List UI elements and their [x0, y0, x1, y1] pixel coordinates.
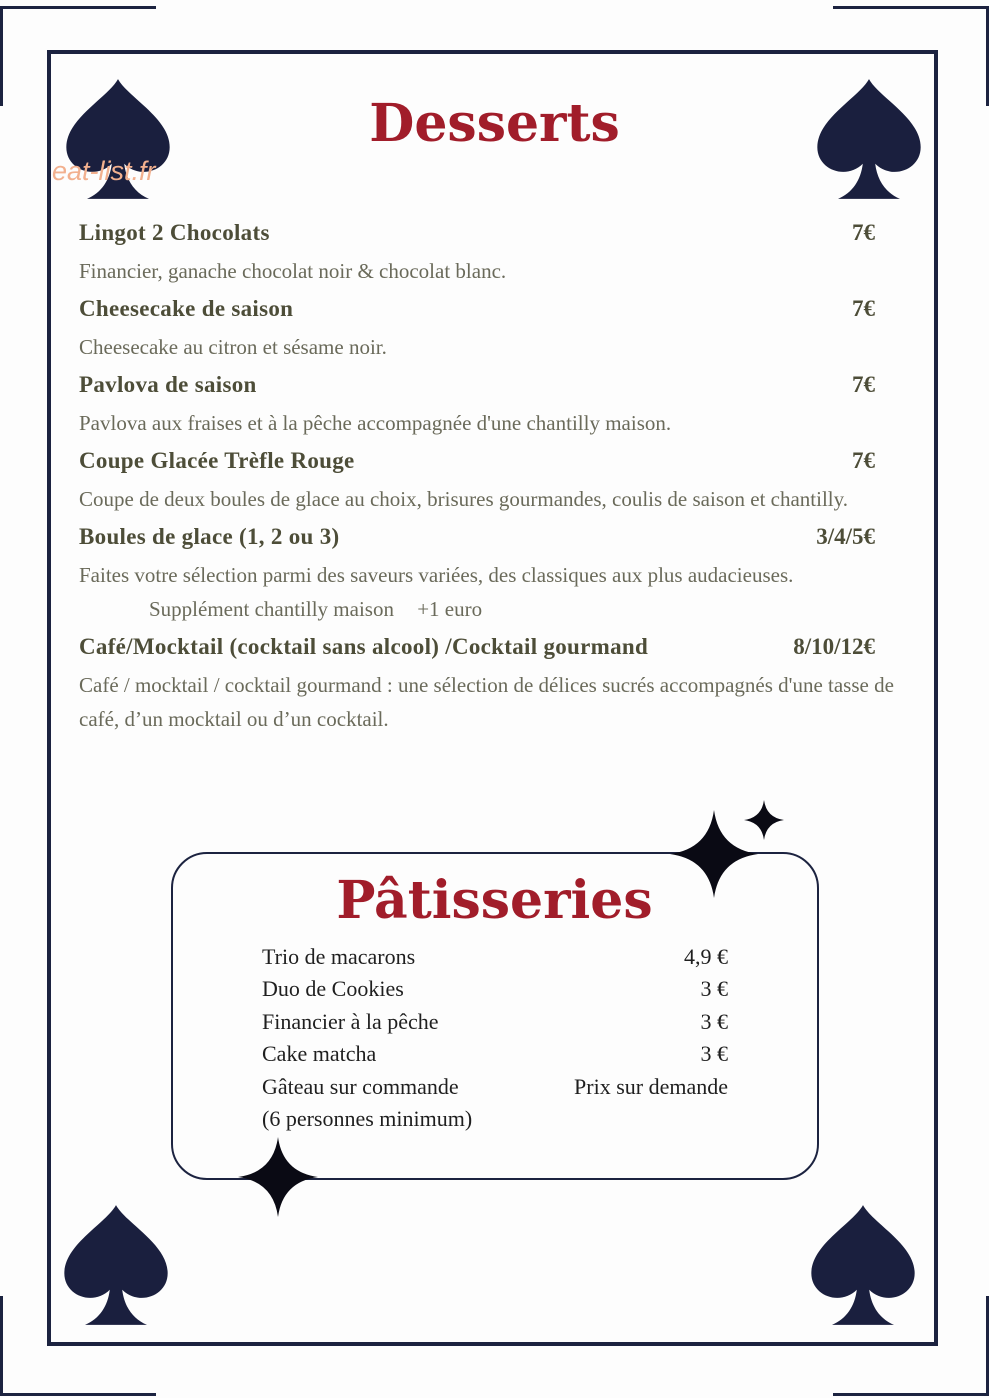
dessert-item — [79, 448, 909, 516]
dessert-item — [79, 296, 909, 364]
dessert-price: 7€ — [852, 372, 875, 397]
patisserie-price: Prix sur demande — [574, 1073, 728, 1099]
dessert-description: Pavlova aux fraises et à la pêche accompagnée d'une chantilly maison. — [79, 411, 672, 435]
dessert-price: 8/10/12€ — [793, 634, 875, 659]
patisserie-price: 3 € — [700, 1041, 728, 1067]
corner-bracket — [0, 1393, 156, 1396]
corner-bracket — [833, 1393, 989, 1396]
patisseries-title: Pâtisseries — [336, 870, 653, 931]
dessert-description: Cheesecake au citron et sésame noir. — [79, 335, 387, 359]
patisserie-name: Duo de Cookies — [262, 976, 404, 1002]
patisserie-item — [262, 1009, 728, 1041]
corner-bracket — [0, 6, 156, 9]
corner-bracket — [0, 1296, 3, 1396]
patisserie-item — [262, 1074, 728, 1106]
patisserie-item — [262, 976, 728, 1008]
dessert-supplement-price: +1 euro — [417, 597, 483, 621]
dessert-description — [79, 558, 909, 626]
dessert-price: 7€ — [852, 296, 875, 321]
desserts-list — [79, 220, 909, 744]
dessert-name: Coupe Glacée Trèfle Rouge — [79, 448, 355, 473]
dessert-name: Lingot 2 Chocolats — [79, 220, 270, 245]
patisseries-list — [262, 944, 728, 1138]
patisserie-name: Trio de macarons — [262, 944, 416, 969]
dessert-item — [79, 524, 909, 626]
dessert-supplement: Supplément chantilly maison — [149, 597, 394, 621]
desserts-title: Desserts — [369, 93, 620, 154]
sparkle-icon — [236, 1137, 320, 1217]
patisserie-price: 3 € — [700, 1008, 728, 1034]
dessert-name: Cheesecake de saison — [79, 296, 294, 321]
dessert-description: Café / mocktail / cocktail gourmand : une sélection de délices sucrés accompagnés d'une tasse de café, d’un mocktail ou d’un cocktail. — [79, 673, 894, 731]
patisserie-item — [262, 1041, 728, 1073]
dessert-price: 7€ — [852, 448, 875, 473]
watermark-text: eat-list.fr — [52, 156, 156, 186]
dessert-description: Financier, ganache chocolat noir & chocolat blanc. — [79, 259, 507, 283]
patisserie-item — [262, 944, 728, 976]
patisserie-price: 3 € — [700, 976, 728, 1002]
dessert-item — [79, 220, 909, 288]
corner-bracket — [833, 6, 989, 9]
patisserie-name: (6 personnes minimum) — [262, 1105, 473, 1131]
patisserie-name: Gâteau sur commande — [262, 1073, 459, 1099]
dessert-price: 7€ — [852, 220, 875, 245]
dessert-price: 3/4/5€ — [816, 524, 875, 549]
patisserie-item — [262, 1106, 728, 1138]
patisserie-name: Financier à la pêche — [262, 1008, 439, 1034]
spade-icon — [811, 1203, 915, 1327]
dessert-name: Pavlova de saison — [79, 372, 257, 397]
spade-icon — [64, 1203, 168, 1327]
dessert-name: Café/Mocktail (cocktail sans alcool) /Cocktail gourmand — [79, 634, 649, 659]
patisserie-price: 4,9 € — [684, 944, 728, 969]
patisserie-name: Cake matcha — [262, 1041, 377, 1067]
dessert-name: Boules de glace (1, 2 ou 3) — [79, 524, 340, 549]
dessert-description-text: Faites votre sélection parmi des saveurs variées, des classiques aux plus audacieuses. — [79, 563, 794, 587]
dessert-item — [79, 634, 909, 736]
corner-bracket — [0, 6, 3, 106]
dessert-item — [79, 372, 909, 440]
sparkle-icon — [744, 800, 784, 840]
dessert-description: Coupe de deux boules de glace au choix, brisures gourmandes, coulis de saison et chantilly. — [79, 487, 849, 511]
